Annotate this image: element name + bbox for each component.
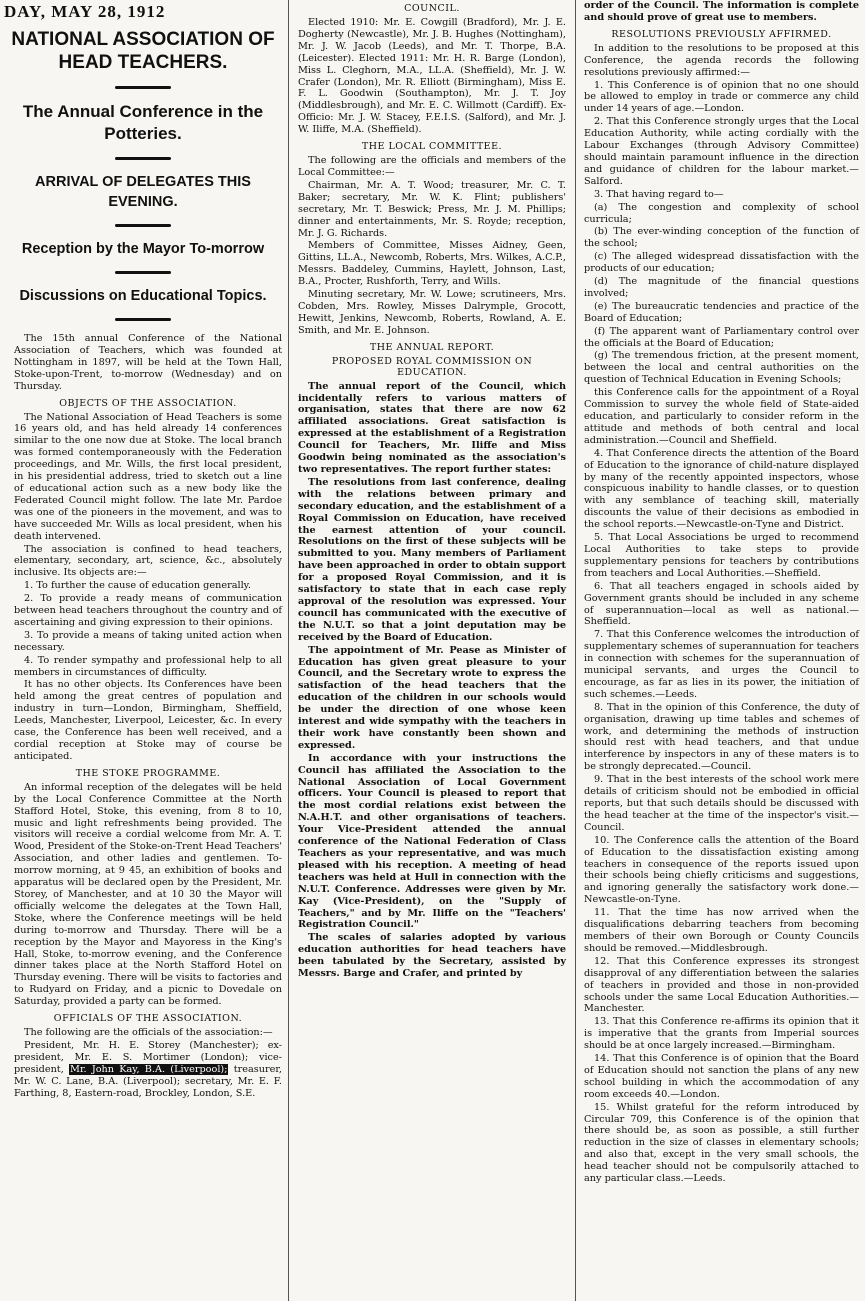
- paragraph: The following are the officials and members of the Local Committee:—: [298, 155, 566, 178]
- paragraph: 3. To provide a means of taking united action when necessary.: [14, 629, 282, 653]
- headline-line-1: NATIONAL ASSOCIATION OF: [11, 29, 275, 50]
- right-column: [580, 0, 865, 1301]
- paragraph: 2. To provide a ready means of communication between head teachers throughout the country and of ascertaining and giving expression to their opinions.: [14, 593, 282, 628]
- resolutions-heading: RESOLUTIONS PREVIOUSLY AFFIRMED.: [611, 28, 832, 40]
- paragraph: (g) The tremendous friction, at the present moment, between the local and central authorities on the question of Technical Education in Evening Schools;: [584, 350, 859, 386]
- paragraph: Minuting secretary, Mr. W. Lowe; scrutineers, Mrs. Cobden, Mrs. Rowley, Misses Dalrymple, Grocott, Hewitt, Jenkins, Newcomb, Roberts, Rowland, A. E. Smith, and Mr. E. Johnson.: [298, 289, 566, 336]
- paragraph: 1. This Conference is of opinion that no one should be allowed to employ in trade or commerce any child under 14 years of age.—London.: [584, 79, 859, 115]
- paragraph: 3. That having regard to—: [594, 188, 724, 200]
- paragraph: order of the Council. The information is complete and should prove of great use to members.: [584, 0, 859, 23]
- paragraph: 1. To further the cause of education generally.: [24, 580, 251, 592]
- paragraph: The resolutions from last conference, dealing with the relations between primary and secondary education, and the establishment of a Royal Commission on Education, have received the earnest attention of your council. Resolutions on the first of these subjects will be submitted to you. Many members of Parliament have been approached in order to obtain support for a proposed Royal Commission, and it is satisfactory to state that in each case reply approval of the resolution was expressed. Your council has communicated with the executive of the N.U.T. so that a joint deputation may be received by the Board of Education.: [298, 476, 566, 643]
- paragraph: this Conference calls for the appointment of a Royal Commission to survey the whole field of State-aided education, and particularly to consider reform in the attitude and methods of both central and local administration.—Council and Sheffield.: [584, 387, 859, 446]
- highlighted-name: Mr. John Kay, B.A. (Liverpool);: [70, 1063, 228, 1075]
- officials-text-a: President, Mr. H. E. Storey (Manchester); ex-president, Mr. E. S. Mortimer (London); vice-president,: [14, 1039, 282, 1075]
- subheadline-line: ARRIVAL OF DELEGATES THIS: [35, 174, 251, 190]
- ornament-rule: [115, 157, 171, 160]
- paragraph: The scales of salaries adopted by various education authorities for head teachers have been tabulated by the Secretary, assisted by Messrs. Barge and Crafer, and printed by: [298, 932, 566, 980]
- paragraph: 2. That this Conference strongly urges that the Local Education Authority, while acting cordially with the Labour Exchanges (through Advisory Committee) should maintain paramount influence in the direction and guidance of children for the labour market.—Salford.: [584, 116, 859, 187]
- report-bold-text: [298, 381, 566, 980]
- officials-paragraph: [14, 1040, 282, 1100]
- left-column: [0, 0, 286, 1301]
- paragraph: The following are the officials of the association:—: [24, 1027, 273, 1039]
- paragraph: (f) The apparent want of Parliamentary control over the officials at the Board of Education;: [584, 325, 859, 349]
- subheadline-conference: [0, 101, 286, 145]
- local-committee-heading: THE LOCAL COMMITTEE.: [361, 141, 503, 153]
- paragraph: The appointment of Mr. Pease as Minister of Education has given great pleasure to your Council, and the Secretary wrote to express the satisfaction of the head teachers that the education of the children in our schools would be under the direction of one whose keen interest and wide sympathy with the teachers in their work have constantly been shown and expressed.: [298, 644, 566, 751]
- paragraph: An informal reception of the delegates will be held by the Local Conference Committee at the North Stafford Hotel, Stoke, this evening, from 8 to 10, music and light refreshments being provided. The visitors will receive a cordial welcome from Mr. A. T. Wood, President of the Stoke-on-Trent Head Teachers' Association, and other ladies and gentlemen. To-morrow morning, at 9 45, an exhibition of books and apparatus will be declared open by the President, Mr. Storey, of Manchester, and at 10 30 the Mayor will officially welcome the delegates at the Town Hall, Stoke, where the Conference meetings will be held during to-morrow and Thursday. There will be a reception by the Mayor and Mayoress in the King's Hall, Stoke, to-morrow evening, and the Conference dinner takes place at the North Stafford Hotel on Thursday evening. There will be visits to factories and to Rudyard on Friday, and a picnic to Dovedale on Saturday, provided a party can be formed.: [14, 781, 282, 1008]
- paragraph: (e) The bureaucratic tendencies and practice of the Board of Education;: [584, 300, 859, 324]
- headline-line-2: HEAD TEACHERS.: [58, 52, 228, 73]
- middle-body: [298, 3, 566, 980]
- paragraph: 8. That in the opinion of this Conference, the duty of organisation, drawing up time tables and schemes of work, and determining the methods of instruction should rest with head teachers, and that undue interference by inspectors in any of these maters is to be strongly deprecated.—Council.: [584, 701, 859, 773]
- paragraph: (d) The magnitude of the financial questions involved;: [584, 276, 859, 299]
- column-rule: [575, 0, 576, 1301]
- right-top-bold: [584, 0, 859, 24]
- paragraph: The annual report of the Council, which incidentally refers to various matters of organisation, states that there are now 62 affiliated associations. Great satisfaction is expressed at the establishment of a Registration Council for Teachers, Mr. Iliffe and Miss Goodwin being nominated as the association's two representatives. The report further states:: [298, 380, 566, 475]
- intro-paragraph: The 15th annual Conference of the National Association of Teachers, which was founded at Nottingham in 1897, will be held at the Town Hall, Stoke-upon-Trent, to-morrow (Wednesday) and on Thursday.: [14, 333, 282, 392]
- subheadline-line: EVENING.: [108, 194, 178, 210]
- annual-report-heading: THE ANNUAL REPORT.: [369, 341, 495, 353]
- paragraph: 5. That Local Associations be urged to recommend Local Authorities to take steps to provide supplementary pensions for teachers by contributions from teachers and Local Authorities.—Sheffield.: [584, 532, 859, 579]
- objects-heading: OBJECTS OF THE ASSOCIATION.: [59, 397, 237, 409]
- paragraph: 14. That this Conference is of opinion that the Board of Education should not sanction the plans of any new school building in which the accommodation of any room exceeds 40.—London.: [584, 1053, 859, 1100]
- council-heading: COUNCIL.: [404, 3, 460, 14]
- subheadline-line: Potteries.: [104, 124, 182, 143]
- ornament-rule: [115, 224, 171, 227]
- paragraph: Elected 1910: Mr. E. Cowgill (Bradford), Mr. J. E. Dogherty (Newcastle), Mr. J. B. Hughes (Nottingham), Mr. J. W. Jacob (Leeds), and Mr. T. Thorpe, B.A. (Leicester). Elected 1911: Mr. H. R. Barge (London), Miss L. Cleghorn, M.A., LL.A. (Sheffield), Mr. J. W. Crafer (London), Mr. R. Elliott (Birmingham), Miss E. F. L. Goodwin (Southampton), Mr. J. T. Joy (Middlesbrough), and Mr. E. C. Willmott (Cardiff). Ex-Officio: Mr. J. W. Stacey, F.E.I.S. (Salford), and Mr. J. W. Iliffe, M.A. (Sheffield).: [298, 17, 566, 136]
- dateline: DAY, MAY 28, 1912: [4, 2, 166, 21]
- paragraph: (b) The ever-winding conception of the function of the school;: [584, 226, 859, 250]
- paragraph: 4. To render sympathy and professional help to all members in circumstances of difficulty.: [14, 654, 282, 678]
- headline: [0, 28, 286, 74]
- royal-commission-heading: PROPOSED ROYAL COMMISSION ON EDUCATION.: [331, 355, 533, 378]
- paragraph: 15. Whilst grateful for the reform introduced by Circular 709, this Conference is of the opinion that there should be, as soon as possible, a still further reduction in the size of classes in elementary schools; and also that, except in the very small schools, the head teacher should not be compulsorily attached to any particular class.—Leeds.: [584, 1101, 859, 1185]
- paragraph: 4. That Conference directs the attention of the Board of Education to the ignorance of child-nature displayed by many of the recently appointed inspectors, whose conspicuous inability to handle classes, or to question with any semblance of teaching skill, materially discounts the value of their decisions as embodied in the school reports.—Newcastle-on-Tyne and District.: [584, 447, 859, 531]
- left-body: [14, 333, 282, 1099]
- paragraph: The National Association of Head Teachers is some 16 years old, and has held already 14 conferences similar to the one now due at Stoke. The local branch was formed contemporaneously with the Federation proceedings, and Mr. Wills, the first local president, in his presidential address, tried to sketch out a line of educational action such as a new body like the Federated Council might follow. The late Mr. Pardoe was one of the pioneers in the movement, and was to have succeeded Mr. Wills as local president, when his death intervened.: [14, 411, 282, 542]
- paragraph: The association is confined to head teachers, elementary, secondary, art, science, &c., absolutely inclusive. Its objects are:—: [14, 543, 282, 579]
- paragraph: Members of Committee, Misses Aidney, Geen, Gittins, LL.A., Newcomb, Roberts, Mrs. Wilkes, A.C.P., Messrs. Baddeley, Cummins, Haylett, Johnson, Last, B.A., Procter, Rushforth, Terry, and Wills.: [298, 240, 566, 288]
- subheadline-discussions: Discussions on Educational Topics.: [19, 288, 267, 304]
- paragraph: (c) The alleged widespread dissatisfaction with the products of our education;: [584, 251, 859, 275]
- ornament-rule: [115, 86, 171, 89]
- officials-heading: OFFICIALS OF THE ASSOCIATION.: [53, 1013, 243, 1025]
- paragraph: 10. The Conference calls the attention of the Board of Education to the dissatisfaction existing among teachers in consequence of the reports issued upon their schools being chiefly criticisms and suggestions, and ignoring generally the satisfactory work done.—Newcastle-on-Tyne.: [584, 834, 859, 906]
- ornament-rule: [115, 318, 171, 321]
- column-rule: [288, 0, 289, 1301]
- middle-column: [292, 0, 572, 980]
- paragraph: In addition to the resolutions to be proposed at this Conference, the agenda records the following resolutions previously affirmed:—: [584, 42, 859, 78]
- paragraph: In accordance with your instructions the Council has affiliated the Association to the National Association of Local Government officers. Your Council is pleased to report that the most cordial relations exist between the N.A.H.T. and other organisations of teachers. Your Vice-President attended the annual conference of the National Federation of Class Teachers as your representative, and was much pleased with his reception. A meeting of head teachers was held at Hull in connection with the N.U.T. Conference. Addresses were given by Mr. Kay (Vice-President), on the "Supply of Teachers," and by Mr. Iliffe on the "Teachers' Registration Council.": [298, 752, 566, 931]
- paragraph: 7. That this Conference welcomes the introduction of supplementary schemes of superannuation for teachers in connection with schemes for the superannuation of municipal servants, and urges the Council to encourage, as far as lies in its power, the initiation of such schemes.—Leeds.: [584, 629, 859, 700]
- paragraph: It has no other objects. Its Conferences have been held among the great centres of population and industry in turn—London, Birmingham, Sheffield, Leeds, Manchester, Liverpool, Leicester, &c. In every case, the Conference has been well received, and a cordial reception at Stoke may of course be anticipated.: [14, 679, 282, 762]
- paragraph: 11. That the time has now arrived when the disqualifications debarring teachers from becoming members of their own Borough or County Councils should be removed.—Middlesbrough.: [584, 907, 859, 954]
- ornament-rule: [115, 271, 171, 274]
- paragraph: Chairman, Mr. A. T. Wood; treasurer, Mr. C. T. Baker; secretary, Mr. W. K. Flint; publishers' secretary, Mr. T. Beswick; Press, Mr. J. M. Phillips; dinner and entertainments, Mr. S. Royde; reception, Mr. J. G. Richards.: [298, 179, 566, 239]
- right-body: [584, 0, 859, 1185]
- subheadline-arrival: [0, 172, 286, 212]
- paragraph: 12. That this Conference expresses its strongest disapproval of any differentiation between the salaries of teachers in provided and those in non-provided schools under the same Local Education Authorities.—Manchester.: [584, 955, 859, 1015]
- paragraph: 9. That in the best interests of the school work mere details of criticism should not be embodied in official reports, but that such details should be discussed with the head teacher at the time of the inspector's visit.—Council.: [584, 774, 859, 833]
- subheadline-line: The Annual Conference in the: [22, 102, 264, 121]
- stoke-programme-heading: THE STOKE PROGRAMME.: [75, 767, 221, 779]
- subheadline-reception: Reception by the Mayor To-morrow: [21, 241, 265, 257]
- paragraph: (a) The congestion and complexity of school curricula;: [584, 201, 859, 225]
- paragraph: 13. That this Conference re-affirms its opinion that it is imperative that the grants from Imperial sources should be at once largely increased.—Birmingham.: [584, 1016, 859, 1052]
- officials-text-b: treasurer, Mr. W. C. Lane, B.A. (Liverpool); secretary, Mr. E. F. Farthing, 8, Eastern-road, Brockley, London, S.E.: [14, 1063, 282, 1099]
- paragraph: 6. That all teachers engaged in schools aided by Government grants should be included in any scheme of superannuation—local as well as national.—Sheffield.: [584, 580, 859, 628]
